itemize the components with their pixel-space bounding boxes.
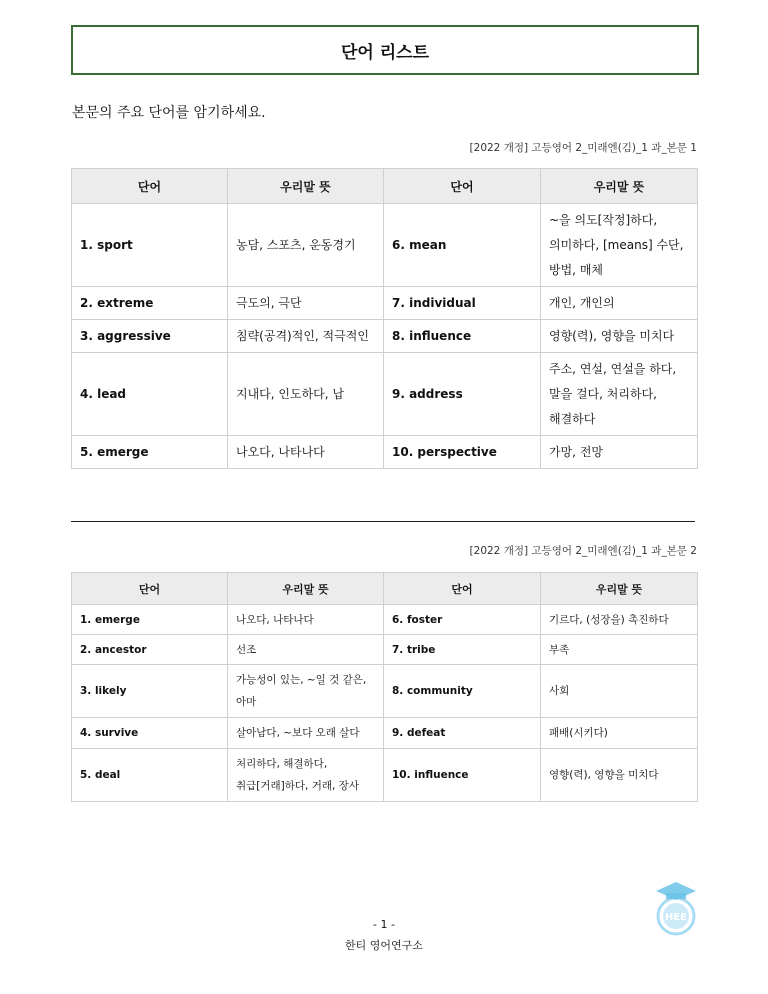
word-cell: 3. aggressive: [72, 320, 228, 353]
meaning-line: 가능성이 있는, ~일 것 같은,: [236, 674, 367, 686]
meaning-cell: [541, 204, 698, 287]
table-row: [72, 436, 698, 469]
meaning-cell: 농담, 스포츠, 운동경기: [228, 204, 384, 287]
page-number: - 1 -: [373, 918, 395, 931]
section2-source: [2022 개정] 고등영어 2_미래엔(김)_1 과_본문 2: [469, 545, 697, 557]
header-meaning: 우리말 뜻: [228, 573, 384, 605]
word-cell: 2. ancestor: [72, 635, 228, 665]
meaning-cell: 살아남다, ~보다 오래 살다: [228, 718, 384, 749]
header-word: 단어: [72, 573, 228, 605]
meaning-cell: 기르다, (성장을) 촉진하다: [541, 605, 698, 635]
word-cell: 4. lead: [72, 353, 228, 436]
meaning-line: 취급[거래]하다, 거래, 장사: [236, 780, 359, 792]
meaning-line: 해결하다: [549, 411, 596, 426]
meaning-cell: 영향(력), 영향을 미치다: [541, 749, 698, 802]
table-row: [72, 320, 698, 353]
meaning-line: 방법, 매체: [549, 262, 603, 277]
word-cell: 1. sport: [72, 204, 228, 287]
word-cell: 1. emerge: [72, 605, 228, 635]
footer-text: 한티 영어연구소: [345, 939, 423, 952]
table-row: [72, 635, 698, 665]
word-cell: 6. mean: [384, 204, 541, 287]
meaning-line: 처리하다, 해결하다,: [236, 758, 328, 770]
logo-text: HEE: [664, 912, 688, 923]
word-cell: 4. survive: [72, 718, 228, 749]
word-cell: 2. extreme: [72, 287, 228, 320]
word-cell: 9. defeat: [384, 718, 541, 749]
word-cell: 3. likely: [72, 665, 228, 718]
word-cell: 5. deal: [72, 749, 228, 802]
word-cell: 7. individual: [384, 287, 541, 320]
meaning-cell: 침략(공격)적인, 적극적인: [228, 320, 384, 353]
page-title: 단어 리스트: [340, 42, 430, 63]
table-row: [72, 353, 698, 436]
word-cell: 7. tribe: [384, 635, 541, 665]
meaning-line: ~을 의도[작정]하다,: [549, 212, 658, 227]
meaning-cell: 나오다, 나타나다: [228, 605, 384, 635]
word-cell: 5. emerge: [72, 436, 228, 469]
page-title-box: [71, 25, 699, 75]
meaning-cell: 극도의, 극단: [228, 287, 384, 320]
meaning-cell: 가망, 전망: [541, 436, 698, 469]
header-meaning: 우리말 뜻: [228, 169, 384, 204]
meaning-line: 주소, 연설, 연설을 하다,: [549, 361, 677, 376]
vocab-table-2: [71, 572, 698, 802]
meaning-line: 아마: [236, 696, 257, 708]
meaning-cell: 패배(시키다): [541, 718, 698, 749]
hee-logo: [652, 880, 700, 936]
meaning-cell: [228, 665, 384, 718]
word-cell: 9. address: [384, 353, 541, 436]
meaning-cell: 선조: [228, 635, 384, 665]
instruction-text: 본문의 주요 단어를 암기하세요.: [72, 105, 266, 121]
meaning-cell: 나오다, 나타나다: [228, 436, 384, 469]
header-word: 단어: [72, 169, 228, 204]
meaning-cell: 부족: [541, 635, 698, 665]
meaning-cell: [541, 353, 698, 436]
section1-source: [2022 개정] 고등영어 2_미래엔(김)_1 과_본문 1: [469, 142, 697, 154]
meaning-line: 말을 걸다, 처리하다,: [549, 386, 657, 401]
header-word: 단어: [384, 169, 541, 204]
meaning-cell: 지내다, 인도하다, 납: [228, 353, 384, 436]
meaning-cell: 개인, 개인의: [541, 287, 698, 320]
table-row: [72, 749, 698, 802]
vocab-table-1: [71, 168, 698, 469]
meaning-line: 의미하다, [means] 수단,: [549, 237, 684, 252]
word-cell: 8. influence: [384, 320, 541, 353]
meaning-cell: 사회: [541, 665, 698, 718]
table-row: [72, 665, 698, 718]
table-row: [72, 718, 698, 749]
meaning-cell: 영향(력), 영향을 미치다: [541, 320, 698, 353]
meaning-cell: [228, 749, 384, 802]
table-row: [72, 605, 698, 635]
word-cell: 8. community: [384, 665, 541, 718]
table-row: [72, 287, 698, 320]
word-cell: 10. perspective: [384, 436, 541, 469]
word-cell: 10. influence: [384, 749, 541, 802]
header-word: 단어: [384, 573, 541, 605]
header-meaning: 우리말 뜻: [541, 169, 698, 204]
table-row: [72, 204, 698, 287]
header-meaning: 우리말 뜻: [541, 573, 698, 605]
section-divider: [71, 521, 695, 522]
word-cell: 6. foster: [384, 605, 541, 635]
